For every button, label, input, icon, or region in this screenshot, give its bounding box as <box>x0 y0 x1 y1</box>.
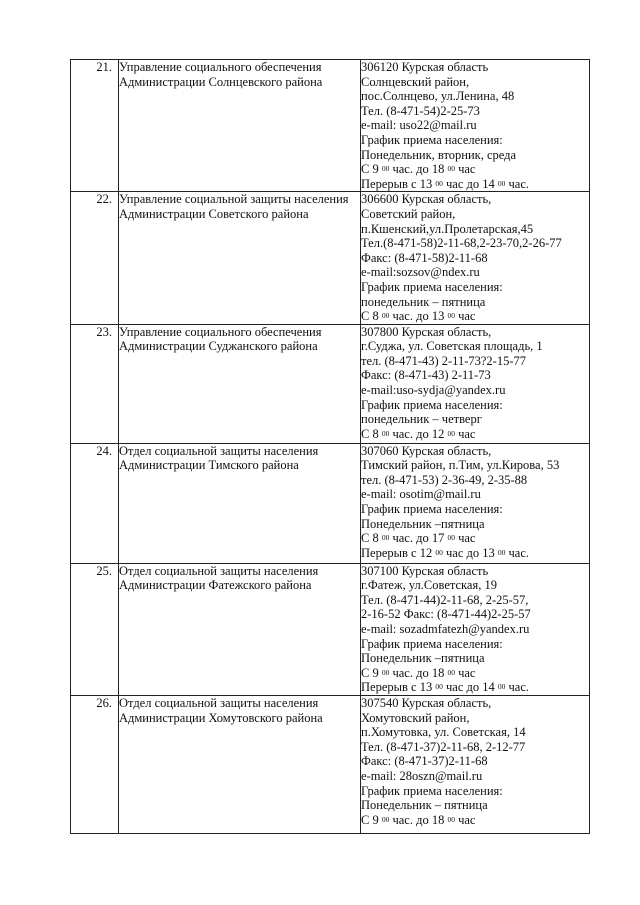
row-number: 22. <box>96 192 112 207</box>
table-row <box>71 696 590 834</box>
contact-line: График приема населения: <box>361 636 503 651</box>
contact-cell <box>361 563 590 695</box>
contact-line: С 8 $^{00}$ час. до 17 $^{00}$ час <box>361 531 476 546</box>
row-number-cell <box>71 696 119 834</box>
organization-cell <box>119 60 361 192</box>
contact-line: e-mail:uso-sydja@yandex.ru <box>361 383 506 398</box>
contact-line: Советский район, <box>361 206 456 221</box>
table-row <box>71 192 590 324</box>
contact-line: Тел. (8-471-44)2-11-68, 2-25-57, <box>361 592 529 607</box>
contact-line: С 9 $^{00}$ час. до 18 $^{00}$ час <box>361 812 476 827</box>
contact-line: 2-16-52 Факс: (8-471-44)2-25-57 <box>361 607 531 622</box>
row-number-cell <box>71 192 119 324</box>
contact-line: г.Фатеж, ул.Советская, 19 <box>361 578 497 593</box>
contact-line: пос.Солнцево, ул.Ленина, 48 <box>361 89 515 104</box>
organization-name: Отдел социальной защиты населения Администрации Хомутовского района <box>119 696 323 725</box>
contact-line: Тел.(8-471-58)2-11-68,2-23-70,2-26-77 <box>361 236 562 251</box>
contact-line: График приема населения: <box>361 397 503 412</box>
organization-name: Отдел социальной защиты населения Администрации Тимского района <box>119 443 319 473</box>
contact-line: График приема населения: <box>361 132 503 147</box>
contact-line: Перерыв с 13 $^{00}$ час до 14 $^{00}$ час. <box>361 176 529 191</box>
row-number: 25. <box>96 563 112 578</box>
contact-cell <box>361 324 590 443</box>
contact-line: Тел. (8-471-37)2-11-68, 2-12-77 <box>361 739 526 754</box>
contact-line: г.Суджа, ул. Советская площадь, 1 <box>361 339 543 354</box>
contact-cell <box>361 60 590 192</box>
contact-line: Факс: (8-471-37)2-11-68 <box>361 754 488 769</box>
row-number: 26. <box>96 696 112 711</box>
contact-line: Солнцевский район, <box>361 74 470 89</box>
row-number-cell <box>71 60 119 192</box>
contact-line: Понедельник, вторник, среда <box>361 147 517 162</box>
contact-line: График приема населения: <box>361 279 503 294</box>
row-number-cell <box>71 563 119 695</box>
organization-name: Отдел социальной защиты населения Администрации Фатежского района <box>119 563 319 593</box>
contact-line: Перерыв с 12 $^{00}$ час до 13 $^{00}$ час. <box>361 545 529 560</box>
contact-line: e-mail: sozadmfatezh@yandex.ru <box>361 622 530 637</box>
contact-line: График приема населения: <box>361 783 503 798</box>
organization-name: Управление социальной защиты населения Администрации Советского района <box>119 192 349 221</box>
organization-cell <box>119 324 361 443</box>
contact-line: График приема населения: <box>361 502 503 517</box>
contact-line: Понедельник –пятница <box>361 651 485 666</box>
row-number: 24. <box>96 443 112 458</box>
row-number-cell <box>71 324 119 443</box>
table-row <box>71 60 590 192</box>
contact-line: 307800 Курская область, <box>361 324 492 339</box>
contact-line: e-mail: uso22@mail.ru <box>361 118 477 133</box>
contact-line: Перерыв с 13 $^{00}$ час до 14 $^{00}$ час. <box>361 680 529 695</box>
contact-line: e-mail: 28oszn@mail.ru <box>361 769 483 783</box>
organization-cell <box>119 696 361 834</box>
contact-line: тел. (8-471-43) 2-11-73?2-15-77 <box>361 353 527 368</box>
contact-line: Тел. (8-471-54)2-25-73 <box>361 103 480 118</box>
organization-cell <box>119 563 361 695</box>
contact-cell <box>361 192 590 324</box>
contact-cell <box>361 696 590 834</box>
contact-line: п.Кшенский,ул.Пролетарская,45 <box>361 221 534 236</box>
contact-line: Факс: (8-471-58)2-11-68 <box>361 250 488 265</box>
row-number-cell <box>71 443 119 563</box>
table-body <box>71 60 590 834</box>
contact-line: e-mail: osotim@mail.ru <box>361 487 481 502</box>
table-row <box>71 324 590 443</box>
row-number: 21. <box>96 60 112 74</box>
contact-line: понедельник – четверг <box>361 412 482 427</box>
contact-line: e-mail:sozsov@ndex.ru <box>361 265 480 280</box>
contact-line: понедельник – пятница <box>361 294 486 309</box>
contact-line: Тимский район, п.Тим, ул.Кирова, 53 <box>361 458 560 473</box>
organization-cell <box>119 192 361 324</box>
organization-cell <box>119 443 361 563</box>
contact-line: С 9 $^{00}$ час. до 18 $^{00}$ час <box>361 665 476 680</box>
contact-line: 306600 Курская область, <box>361 192 492 207</box>
organization-name: Управление социального обеспечения Администрации Солнцевского района <box>119 60 323 89</box>
contact-line: 306120 Курская область <box>361 60 489 74</box>
contact-line: Понедельник – пятница <box>361 798 488 813</box>
table-row <box>71 563 590 695</box>
row-number: 23. <box>96 324 112 339</box>
contact-line: 307060 Курская область, <box>361 443 492 458</box>
contact-line: 307100 Курская область <box>361 563 489 578</box>
contact-line: С 9 $^{00}$ час. до 18 $^{00}$ час <box>361 162 476 177</box>
contact-line: С 8 $^{00}$ час. до 12 $^{00}$ час <box>361 426 476 441</box>
contacts-table <box>70 59 590 834</box>
contact-line: С 8 $^{00}$ час. до 13 $^{00}$ час <box>361 309 476 324</box>
organization-name: Управление социального обеспечения Администрации Суджанского района <box>119 324 322 354</box>
contact-line: Факс: (8-471-43) 2-11-73 <box>361 368 491 383</box>
contact-line: п.Хомутовка, ул. Советская, 14 <box>361 725 526 740</box>
contact-line: Хомутовский район, <box>361 710 470 725</box>
contact-line: Понедельник –пятница <box>361 516 485 531</box>
contact-cell <box>361 443 590 563</box>
contact-line: тел. (8-471-53) 2-36-49, 2-35-88 <box>361 472 528 487</box>
table-row <box>71 443 590 563</box>
contact-line: 307540 Курская область, <box>361 696 492 711</box>
